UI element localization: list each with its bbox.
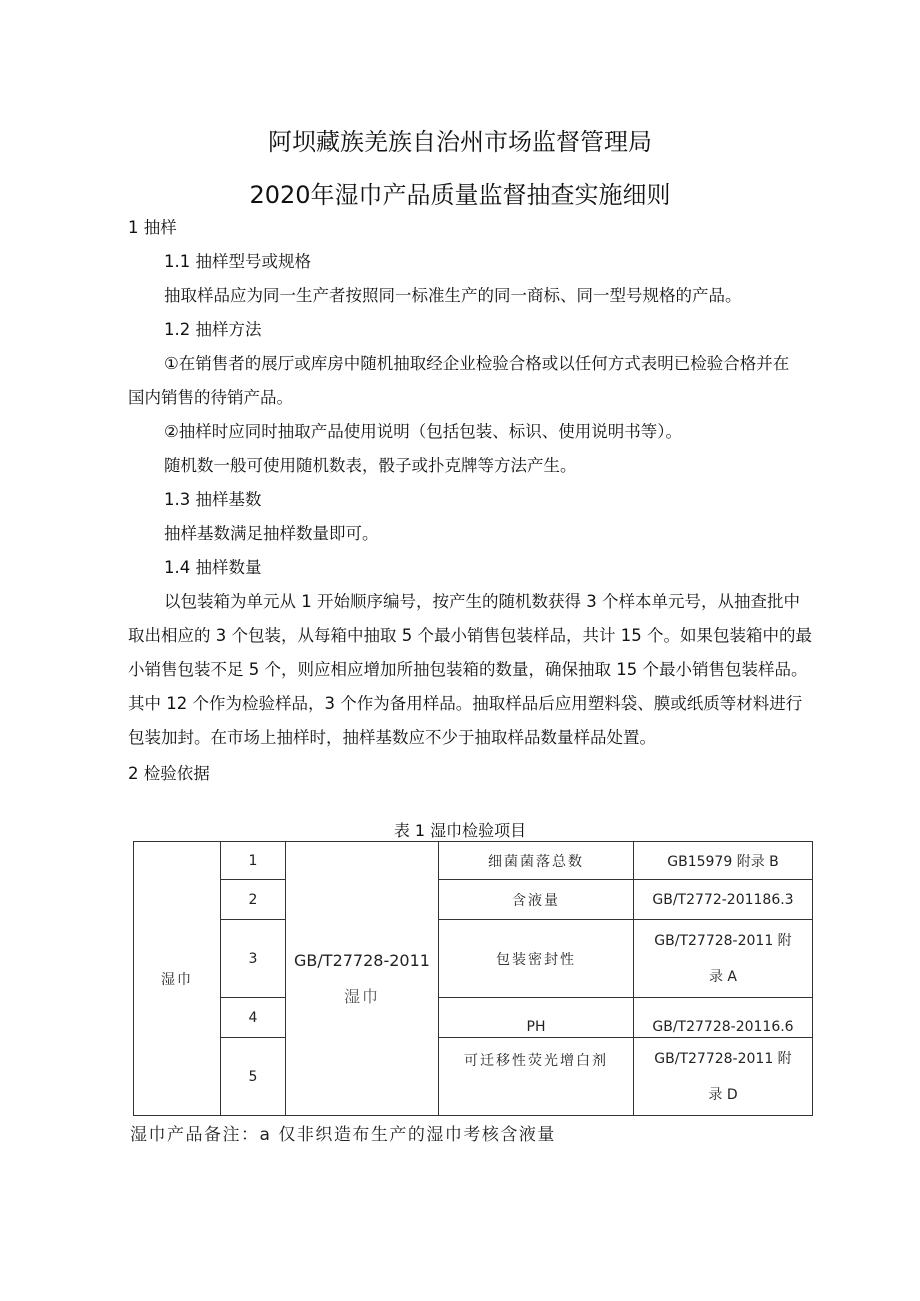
table-row <box>134 998 813 1038</box>
paragraph-1-4-line3: 小销售包装不足 5 个，则应相应增加所抽包装箱的数量，确保抽取 15 个最小销售包装样品。 <box>128 660 808 679</box>
standard-cell <box>286 842 439 1116</box>
method-text: GB/T27728-2011 附 <box>654 932 792 949</box>
method-cell <box>634 998 813 1038</box>
table-caption: 表 1 湿巾检验项目 <box>393 821 527 840</box>
row-number-cell: 5 <box>221 1038 286 1116</box>
row-number-cell: 4 <box>221 998 286 1038</box>
paragraph-1-2-random: 随机数一般可使用随机数表，骰子或扑克牌等方法产生。 <box>164 456 577 475</box>
table-row <box>134 880 813 920</box>
paragraph-1-4-line4: 其中 12 个作为检验样品，3 个作为备用样品。抽取样品后应用塑料袋、膜或纸质等材料进行 <box>128 694 803 713</box>
item-cell: PH <box>439 998 634 1038</box>
row-number-cell: 2 <box>221 880 286 920</box>
item-cell: 细菌菌落总数 <box>439 842 634 880</box>
row-number-cell: 3 <box>221 920 286 998</box>
paragraph-1-4-line1: 以包装箱为单元从 1 开始顺序编号，按产生的随机数获得 3 个样本单元号，从抽查批中 <box>164 592 800 611</box>
paragraph-1-2-line2: 国内销售的待销产品。 <box>128 388 293 407</box>
item-cell: 包装密封性 <box>439 920 634 998</box>
item-cell: 含液量 <box>439 880 634 920</box>
document-title-line1: 阿坝藏族羌族自治州市场监督管理局 <box>268 128 652 156</box>
section-heading-1: 1 抽样 <box>128 218 177 237</box>
item-cell: 可迁移性荧光增白剂 <box>439 1038 634 1116</box>
method-text: GB15979 附录 B <box>667 853 779 870</box>
method-text: GB/T27728-2011 附 <box>654 1050 792 1067</box>
table-row <box>134 842 813 880</box>
footer-note: 湿巾产品备注：a 仅非织造布生产的湿巾考核含液量 <box>130 1125 556 1145</box>
method-cell <box>634 920 813 998</box>
section-heading-2: 2 检验依据 <box>128 764 210 783</box>
inspection-items-table <box>133 841 813 1116</box>
subsection-heading-1-4: 1.4 抽样数量 <box>164 558 262 577</box>
subsection-heading-1-2: 1.2 抽样方法 <box>164 320 262 339</box>
paragraph-1-3: 抽样基数满足抽样数量即可。 <box>164 524 379 543</box>
subsection-heading-1-1: 1.1 抽样型号或规格 <box>164 252 311 271</box>
product-cell: 湿巾 <box>134 842 221 1116</box>
row-number-cell: 1 <box>221 842 286 880</box>
subsection-heading-1-3: 1.3 抽样基数 <box>164 490 262 509</box>
standard-code: GB/T27728-2011 <box>294 950 430 970</box>
paragraph-1-1: 抽取样品应为同一生产者按照同一标准生产的同一商标、同一型号规格的产品。 <box>164 286 742 305</box>
method-text-cont: 录 A <box>708 968 738 985</box>
method-text: GB/T2772-201186.3 <box>652 891 794 908</box>
method-cell <box>634 880 813 920</box>
table-row <box>134 1038 813 1116</box>
table-row <box>134 920 813 998</box>
document-title-line2: 2020年湿巾产品质量监督抽查实施细则 <box>249 181 671 209</box>
method-text-cont: 录 D <box>708 1086 738 1103</box>
paragraph-1-4-line2: 取出相应的 3 个包装，从每箱中抽取 5 个最小销售包装样品，共计 15 个。如果包装箱中的最 <box>128 626 812 645</box>
paragraph-1-2-item2: ②抽样时应同时抽取产品使用说明（包括包装、标识、使用说明书等）。 <box>164 422 683 441</box>
method-text: GB/T27728-20116.6 <box>652 1019 794 1035</box>
method-cell <box>634 1038 813 1116</box>
standard-name: 湿巾 <box>343 986 380 1006</box>
method-cell <box>634 842 813 880</box>
paragraph-1-2-line1: ①在销售者的展厅或库房中随机抽取经企业检验合格或以任何方式表明已检验合格并在 <box>164 354 790 373</box>
paragraph-1-4-line5: 包装加封。在市场上抽样时，抽样基数应不少于抽取样品数量样品处置。 <box>128 728 656 747</box>
